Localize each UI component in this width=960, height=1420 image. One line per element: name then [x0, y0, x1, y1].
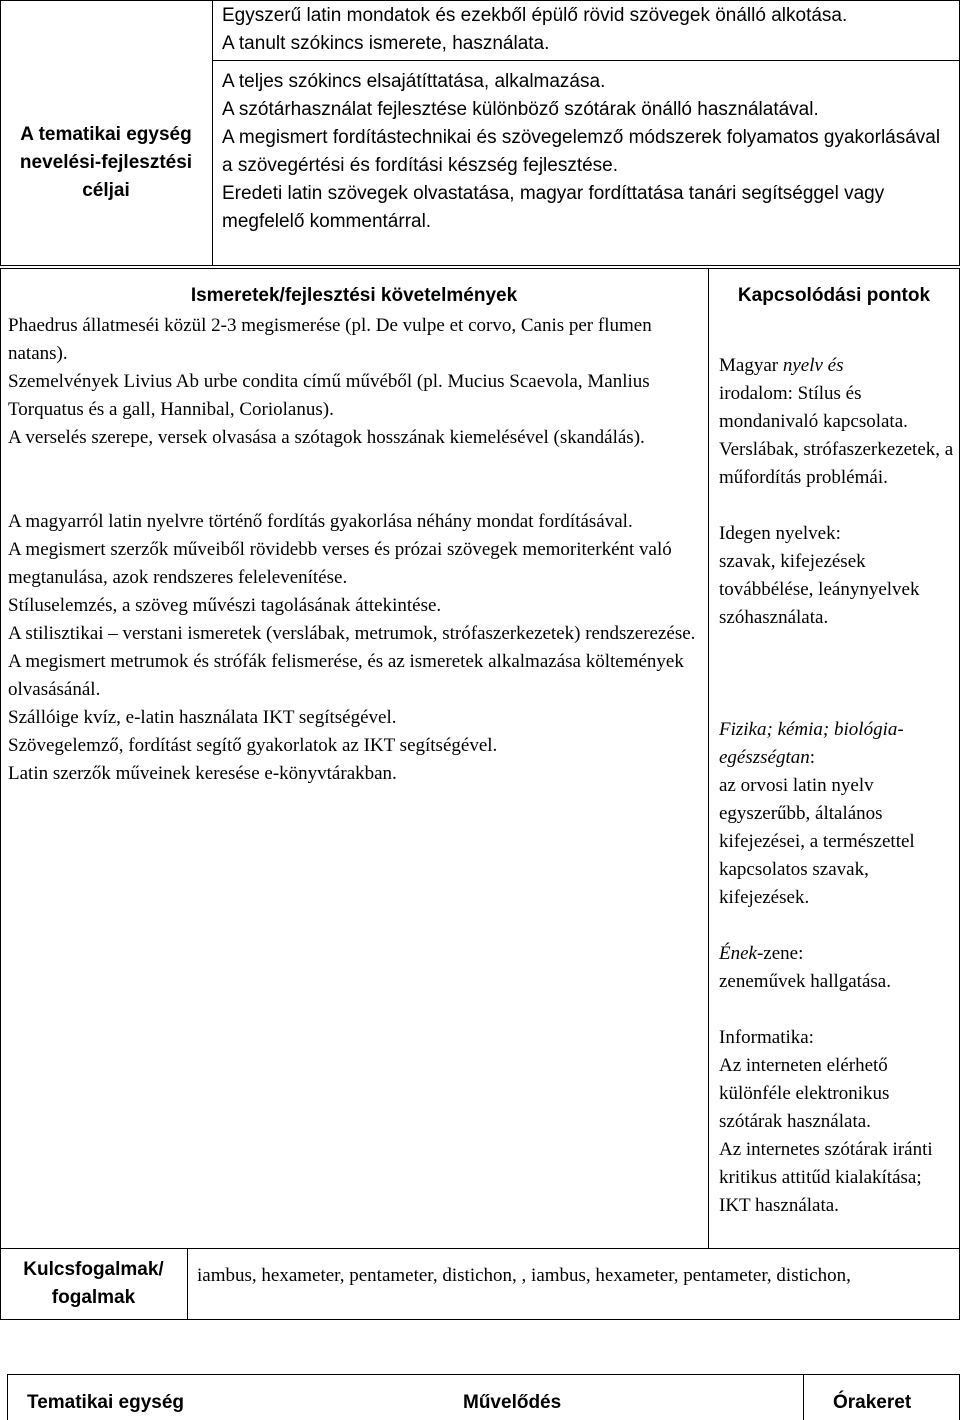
keywords-divider — [187, 1248, 188, 1320]
goals-divider — [212, 0, 213, 266]
goals-label: A tematikai egység nevelési-fejlesztési céljai — [19, 124, 193, 201]
keywords-text: iambus, hexameter, pentameter, distichon, , iambus, hexameter, pentameter, distichon, — [197, 1265, 851, 1286]
connection-fizika-rest: az orvosi latin nyelv egyszerűbb, általános kifejezései, a természettel kapcsolatos szavak, kifejezések. — [719, 775, 915, 908]
next-unit-label: Tematikai egység — [27, 1392, 185, 1413]
goals-body: A teljes szókincs elsajátíttatása, alkalmazása. A szótárhasználat fejlesztése különböző szótárak önálló használatával. A megismert fordítástechnikai és szövegelemző módszerek folyamatos gyakorlásával a szövegértési és fordítási készség fejlesztése. Eredeti latin szövegek olvastatása, magyar fordíttatása tanári segítséggel vagy megfelelő kommentárral. — [222, 71, 941, 232]
connection-enek-rest: -zene: zeneművek hallgatása. — [719, 943, 891, 992]
goals-row-divider — [212, 60, 960, 61]
keywords-label: Kulcsfogalmak/ fogalmak — [23, 1259, 164, 1308]
goals-previous-lines: Egyszerű latin mondatok és ezekből épülő rövid szövegek önálló alkotása. A tanult szókincs ismerete, használata. — [222, 5, 848, 54]
requirements-block-1: Phaedrus állatmeséi közül 2-3 megismerése (pl. De vulpe et corvo, Canis per flumen natans). Szemelvények Livius Ab urbe condita című művéből (pl. Mucius Scaevola, Manlius Torquatus és a gall, Hannibal, Coriolanus). A verselés szerepe, versek olvasása a szótagok hosszának kiemelésével (skandálás). — [8, 315, 652, 448]
connections-header: Kapcsolódási pontok — [737, 285, 931, 306]
connection-informatika: Informatika: Az interneten elérhető különféle elektronikus szótárak használata. Az internetes szótárak iránti kritikus attitűd kialakítása; IKT használata. — [719, 1027, 933, 1216]
requirements-divider — [708, 268, 709, 1249]
connection-enek — [719, 940, 955, 996]
connection-fizika — [719, 688, 955, 912]
requirements-block-2: A magyarról latin nyelvre történő fordítás gyakorlása néhány mondat fordításával. A megismert szerzők műveiből rövidebb verses és prózai szövegek memoriterként való megtanulása, azok rendszeres felelevenítése. Stíluselemzés, a szöveg művészi tagolásának áttekintése. A stilisztikai – verstani ismeretek (verslábak, metrumok, strófaszerkezetek) rendszerezése. A megismert metrumok és strófák felismerése, és az ismeretek alkalmazása költemények olvasásánál. Szállóige kvíz, e-latin használata IKT segítségével. Szövegelemző, fordítást segítő gyakorlatok az IKT segítségével. Latin szerzők műveinek keresése e-könyvtárakban. — [8, 511, 696, 784]
connection-fizika-italic: Fizika; kémia; biológia-egészségtan — [719, 719, 904, 768]
next-unit-hours-label: Órakeret — [833, 1392, 912, 1413]
connection-idegen: Idegen nyelvek: szavak, kifejezések továbbélése, leánynyelvek szóhasználata. — [719, 523, 920, 628]
connection-magyar-italic: nyelv és — [782, 355, 844, 376]
next-unit-divider — [803, 1374, 804, 1420]
connection-magyar-pre: Magyar — [719, 355, 783, 376]
connection-magyar — [719, 324, 955, 492]
requirements-header: Ismeretek/fejlesztési követelmények — [190, 285, 518, 306]
connection-fizika-colon: : — [809, 747, 816, 768]
next-unit-title: Művelődés — [463, 1392, 562, 1413]
connection-magyar-rest: irodalom: Stílus és mondanivaló kapcsolata. Verslábak, strófaszerkezetek, a műfordítás problémái. — [719, 383, 954, 488]
connection-enek-italic: Ének — [719, 943, 757, 964]
